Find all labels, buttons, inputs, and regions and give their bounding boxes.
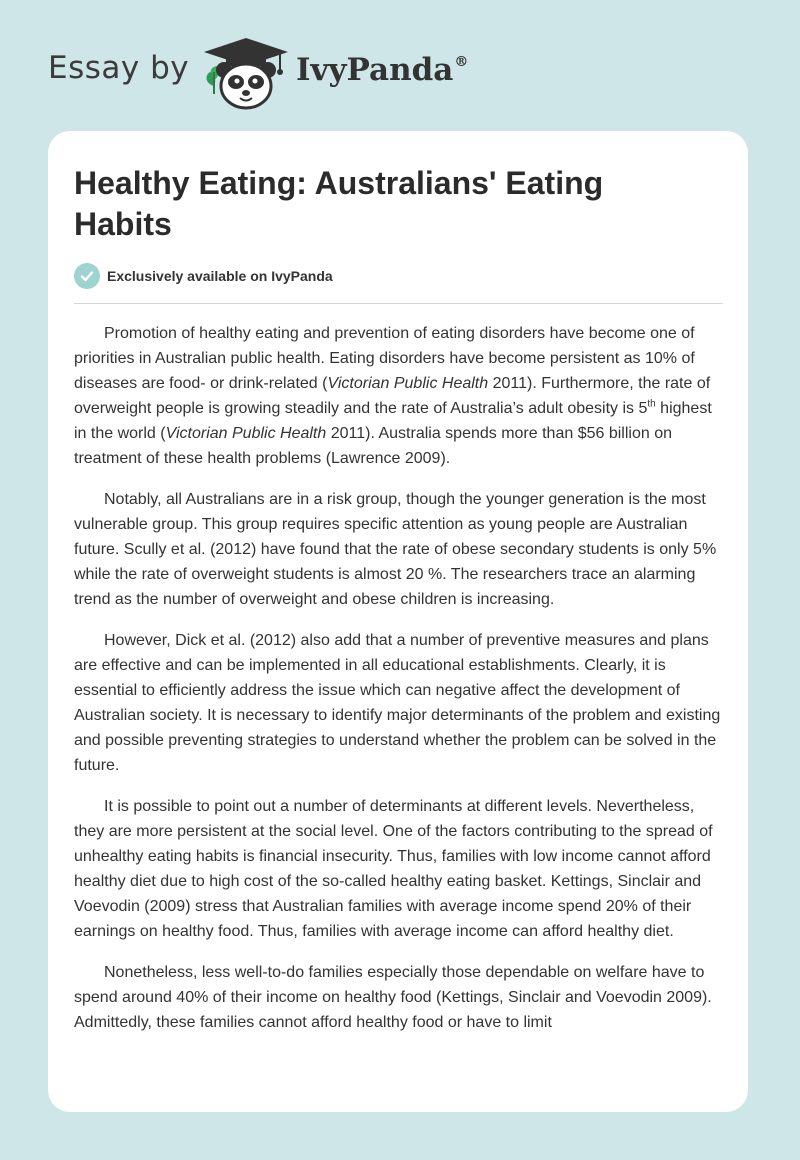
paragraph: Notably, all Australians are in a risk group, though the younger generation is the most vulnerable group. This group requires specific attention as young people are Australian future. Scully et al. (2012) have found that the rate of obese secondary students is only 5% while the rate of overweight students is almost 20 %. The researchers trace an alarming trend as the number of overweight and obese children is increasing.: [74, 491, 717, 608]
site-header: [0, 0, 800, 130]
essay-body: [74, 321, 723, 1051]
divider: [74, 303, 723, 304]
essay-card: [48, 131, 748, 1112]
panda-graduation-cap-icon[interactable]: [200, 36, 292, 112]
checkmark-icon: [74, 263, 100, 289]
paragraph: Promotion of healthy eating and prevention of eating disorders have become one of priorities in Australian public health. Eating disorders have become persistent as 10% of diseases are food- or drink-related (Victorian Public Health 2011). Furthermore, the rate of overweight people is growing steadily and the rate of Australia’s adult obesity is 5th highest in the world (Victorian Public Health 2011). Australia spends more than $56 billion on treatment of these health problems (Lawrence 2009).: [74, 325, 712, 467]
paragraph: Nonetheless, less well-to-do families especially those dependable on welfare have to spend around 40% of their income on healthy food (Kettings, Sinclair and Voevodin 2009). Admittedly, these families cannot afford healthy food or have to limit: [74, 964, 712, 1031]
essay-by-label: Essay by: [48, 50, 190, 86]
ivypanda-logo-text[interactable]: IvyPanda®: [296, 52, 469, 88]
essay-title: Healthy Eating: Australians' Eating Habits: [74, 165, 604, 242]
paragraph: It is possible to point out a number of determinants at different levels. Nevertheless, they are more persistent at the social level. One of the factors contributing to the spread of unhealthy eating habits is financial insecurity. Thus, families with low income cannot afford healthy diet due to high cost of the so-called healthy eating basket. Kettings, Sinclair and Voevodin (2009) stress that Australian families with average income spend 20% of their earnings on healthy food. Thus, families with average income can afford healthy diet.: [74, 798, 713, 940]
exclusive-badge-label: Exclusively available on IvyPanda: [107, 268, 333, 284]
paragraph: However, Dick et al. (2012) also add that a number of preventive measures and plans are effective and can be implemented in all educational establishments. Clearly, it is essential to efficiently address the issue which can negative affect the development of Australian society. It is necessary to identify major determinants of the problem and existing and possible preventing strategies to understand whether the problem can be solved in the future.: [74, 632, 721, 774]
exclusive-badge: [74, 263, 333, 289]
